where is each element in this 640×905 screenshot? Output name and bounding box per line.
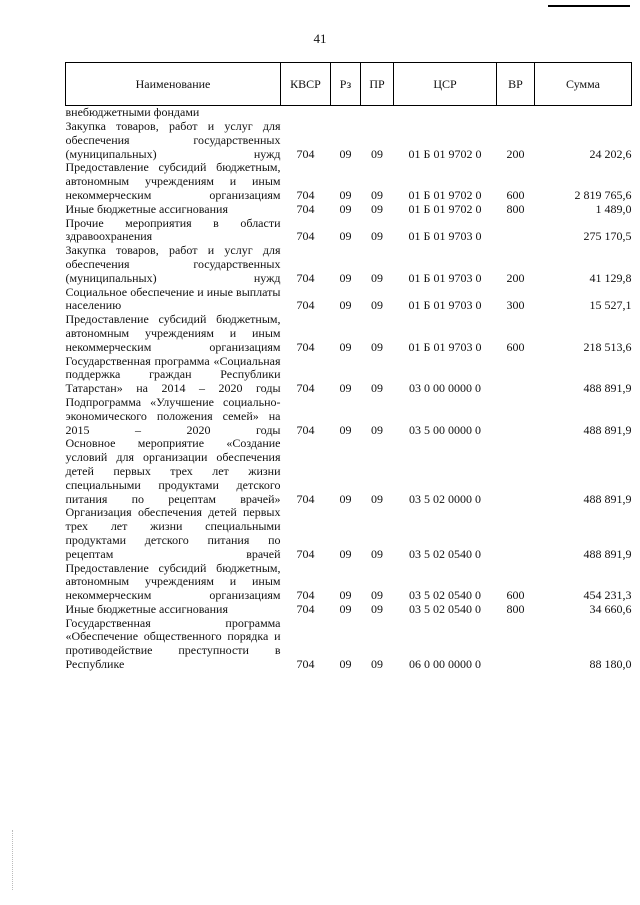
row-rz: 09 bbox=[339, 601, 352, 616]
row-name: Закупка товаров, работ и услуг для обеспечения государственных (муниципальных) нужд bbox=[65, 119, 281, 161]
table-row bbox=[66, 203, 632, 217]
row-csr: 03 5 02 0540 0 bbox=[409, 588, 481, 603]
table-row bbox=[66, 617, 632, 672]
row-vr bbox=[497, 217, 535, 245]
row-kvsr: 704 bbox=[296, 146, 315, 161]
row-name: Иные бюджетные ассигнования bbox=[65, 601, 228, 616]
row-sum: 34 660,6 bbox=[589, 601, 632, 616]
row-sum: 488 891,9 bbox=[583, 422, 632, 437]
row-kvsr: 704 bbox=[296, 298, 315, 313]
header-rz: Рз bbox=[331, 63, 361, 106]
row-vr: 800 bbox=[506, 201, 525, 216]
header-pr: ПР bbox=[361, 63, 394, 106]
row-csr: 06 0 00 0000 0 bbox=[409, 657, 481, 672]
row-name: Предоставление субсидий бюджетным, автономным учреждениям и иным некоммерческим организациям bbox=[65, 560, 281, 603]
row-csr: 01 Б 01 9703 0 bbox=[408, 270, 482, 285]
row-rz: 09 bbox=[339, 187, 352, 202]
budget-table bbox=[65, 62, 632, 672]
table-row bbox=[66, 603, 632, 617]
row-kvsr: 704 bbox=[296, 601, 315, 616]
row-vr bbox=[497, 617, 535, 672]
row-rz: 09 bbox=[339, 422, 352, 437]
row-sum: 15 527,1 bbox=[589, 298, 632, 313]
row-vr: 200 bbox=[506, 270, 525, 285]
header-csr: ЦСР bbox=[394, 63, 497, 106]
table-row bbox=[66, 355, 632, 396]
row-kvsr: 704 bbox=[296, 657, 315, 672]
row-rz: 09 bbox=[339, 588, 352, 603]
row-csr: 03 5 02 0000 0 bbox=[409, 491, 481, 506]
row-rz: 09 bbox=[339, 229, 352, 244]
row-kvsr: 704 bbox=[296, 546, 315, 561]
row-name: Социальное обеспечение и иные выплаты населению bbox=[65, 284, 281, 313]
table-row bbox=[66, 286, 632, 314]
row-kvsr: 704 bbox=[296, 422, 315, 437]
row-pr: 09 bbox=[371, 229, 383, 244]
row-sum bbox=[535, 106, 632, 121]
row-name: Подпрограмма «Улучшение социально-экономического положения семей» на 2015 – 2020 годы bbox=[65, 394, 281, 437]
row-rz: 09 bbox=[339, 546, 352, 561]
row-csr: 03 0 00 0000 0 bbox=[409, 381, 481, 396]
row-sum: 275 170,5 bbox=[583, 229, 632, 244]
row-vr: 300 bbox=[506, 298, 525, 313]
row-sum: 88 180,0 bbox=[589, 657, 632, 672]
row-name: Прочие мероприятия в области здравоохранения bbox=[65, 215, 281, 244]
row-name: Закупка товаров, работ и услуг для обеспечения государственных (муниципальных) нужд bbox=[65, 243, 281, 285]
table-row bbox=[66, 562, 632, 603]
row-pr: 09 bbox=[371, 546, 383, 561]
row-vr bbox=[497, 437, 535, 506]
row-sum: 488 891,9 bbox=[583, 491, 632, 506]
table-row bbox=[66, 217, 632, 245]
row-csr: 01 Б 01 9703 0 bbox=[408, 229, 482, 244]
row-pr: 09 bbox=[371, 146, 383, 161]
row-pr bbox=[361, 106, 394, 121]
row-csr: 01 Б 01 9702 0 bbox=[408, 187, 482, 202]
row-csr: 01 Б 01 9702 0 bbox=[408, 146, 482, 161]
row-name: Иные бюджетные ассигнования bbox=[65, 201, 228, 216]
row-pr: 09 bbox=[371, 491, 383, 506]
header-name: Наименование bbox=[66, 63, 281, 106]
row-csr: 03 5 02 0540 0 bbox=[409, 601, 481, 616]
row-sum: 488 891,9 bbox=[583, 381, 632, 396]
header-kvsr: КВСР bbox=[281, 63, 331, 106]
row-kvsr: 704 bbox=[296, 270, 315, 285]
header-sum: Сумма bbox=[535, 63, 632, 106]
row-pr: 09 bbox=[371, 339, 383, 354]
row-csr: 01 Б 01 9703 0 bbox=[408, 339, 482, 354]
row-pr: 09 bbox=[371, 657, 383, 672]
row-pr: 09 bbox=[371, 201, 383, 216]
row-rz: 09 bbox=[339, 657, 352, 672]
row-csr bbox=[394, 106, 497, 121]
row-csr: 01 Б 01 9702 0 bbox=[408, 201, 482, 216]
row-pr: 09 bbox=[371, 298, 383, 313]
row-sum: 2 819 765,6 bbox=[574, 187, 632, 202]
table-row bbox=[66, 161, 632, 202]
row-rz bbox=[331, 106, 361, 121]
row-name: Предоставление субсидий бюджетным, автономным учреждениям и иным некоммерческим организациям bbox=[65, 312, 281, 354]
table-row bbox=[66, 106, 632, 121]
row-rz: 09 bbox=[339, 491, 352, 506]
row-vr bbox=[497, 506, 535, 561]
row-vr: 200 bbox=[506, 146, 525, 161]
row-kvsr: 704 bbox=[296, 491, 315, 506]
row-pr: 09 bbox=[371, 187, 383, 202]
row-sum: 24 202,6 bbox=[589, 146, 632, 161]
table-row bbox=[66, 244, 632, 285]
row-name: Основное мероприятие «Создание условий для организации обеспечения детей первых трех лет жизни специальными продуктами детского питания по рецептам врачей» bbox=[65, 436, 281, 506]
row-name: внебюджетными фондами bbox=[65, 105, 200, 119]
row-name: Государственная программа «Социальная поддержка граждан Республики Татарстан» на 2014 – 2020 годы bbox=[65, 353, 281, 396]
row-csr: 01 Б 01 9703 0 bbox=[408, 298, 482, 313]
row-name: Организация обеспечения детей первых трех лет жизни специальными продуктами детского питания по рецептам врачей bbox=[65, 505, 281, 561]
row-rz: 09 bbox=[339, 270, 352, 285]
row-kvsr: 704 bbox=[296, 201, 315, 216]
row-pr: 09 bbox=[371, 381, 383, 396]
row-vr: 600 bbox=[506, 187, 525, 202]
table-row bbox=[66, 120, 632, 161]
row-sum: 1 489,0 bbox=[595, 201, 632, 216]
header-vr: ВР bbox=[497, 63, 535, 106]
row-kvsr bbox=[281, 106, 331, 121]
row-csr: 03 5 00 0000 0 bbox=[409, 422, 481, 437]
row-vr: 600 bbox=[506, 588, 525, 603]
row-sum: 488 891,9 bbox=[583, 546, 632, 561]
table-header-row bbox=[66, 63, 632, 106]
row-sum: 454 231,3 bbox=[583, 588, 632, 603]
row-pr: 09 bbox=[371, 422, 383, 437]
scan-margin-marks bbox=[12, 830, 14, 890]
row-pr: 09 bbox=[371, 270, 383, 285]
row-vr: 600 bbox=[506, 339, 525, 354]
row-kvsr: 704 bbox=[296, 588, 315, 603]
table-row bbox=[66, 396, 632, 437]
row-vr: 800 bbox=[506, 601, 525, 616]
table-row bbox=[66, 506, 632, 561]
row-name: Предоставление субсидий бюджетным, автономным учреждениям и иным некоммерческим организациям bbox=[65, 160, 281, 202]
row-rz: 09 bbox=[339, 298, 352, 313]
row-sum: 41 129,8 bbox=[589, 270, 632, 285]
row-pr: 09 bbox=[371, 588, 383, 603]
row-kvsr: 704 bbox=[296, 339, 315, 354]
row-rz: 09 bbox=[339, 381, 352, 396]
row-kvsr: 704 bbox=[296, 229, 315, 244]
row-vr bbox=[497, 396, 535, 437]
row-rz: 09 bbox=[339, 339, 352, 354]
page-number: 41 bbox=[313, 31, 327, 46]
row-rz: 09 bbox=[339, 146, 352, 161]
table-row bbox=[66, 313, 632, 354]
row-name: Государственная программа «Обеспечение общественного порядка и противодействие преступности в Республике bbox=[65, 615, 281, 672]
table-row bbox=[66, 437, 632, 506]
row-vr bbox=[497, 106, 535, 121]
row-kvsr: 704 bbox=[296, 187, 315, 202]
row-pr: 09 bbox=[371, 601, 383, 616]
row-vr bbox=[497, 355, 535, 396]
row-csr: 03 5 02 0540 0 bbox=[409, 546, 481, 561]
row-rz: 09 bbox=[339, 201, 352, 216]
row-kvsr: 704 bbox=[296, 381, 315, 396]
row-sum: 218 513,6 bbox=[583, 339, 632, 354]
top-rule bbox=[548, 5, 630, 7]
